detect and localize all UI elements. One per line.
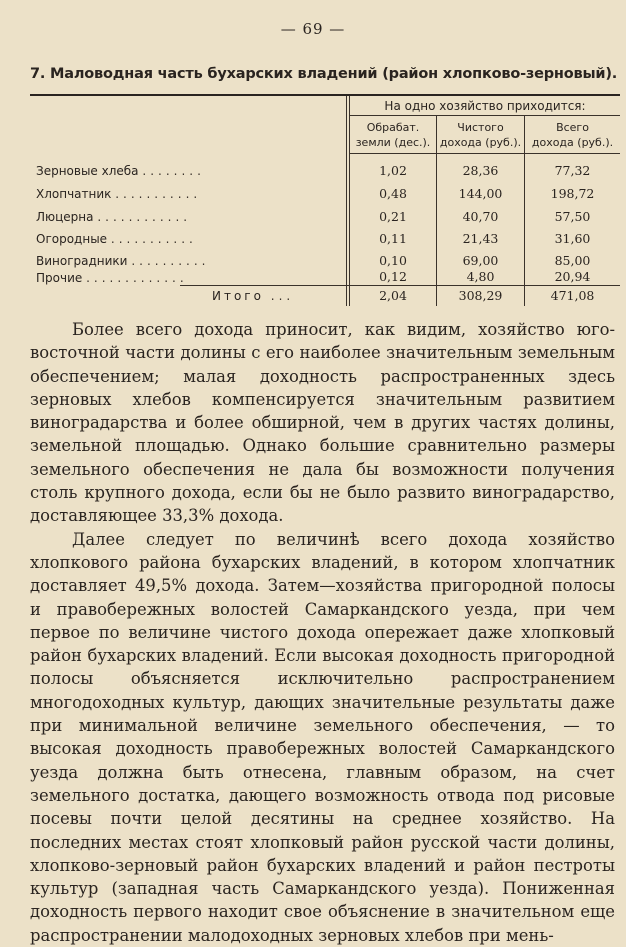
column-header-line: дохода (руб.). — [439, 136, 522, 149]
column-header-line: дохода (руб.). — [531, 136, 614, 149]
column-header-line: земли (дес.). — [355, 136, 431, 149]
row-label-text: Огородные — [36, 232, 108, 246]
cell-net: 144,00 — [458, 186, 503, 201]
cell-total: 31,60 — [554, 231, 591, 246]
cell-net: 4,80 — [466, 269, 495, 284]
row-label — [36, 254, 209, 268]
column-header-total-income — [525, 120, 620, 150]
table-group-header: На одно хозяйство приходится: — [384, 99, 586, 113]
column-header-land — [350, 120, 436, 150]
column-header-line: Всего — [556, 121, 589, 134]
cell-total: 77,32 — [554, 163, 591, 178]
row-label — [36, 210, 191, 224]
page-number: — 69 — — [280, 20, 346, 38]
total-rule — [180, 285, 620, 286]
leader-dots: .......... — [131, 254, 210, 268]
cell-total: 20,94 — [554, 269, 591, 284]
cell-land: 1,02 — [379, 163, 407, 178]
cell-land: 0,12 — [379, 269, 407, 284]
leader-dots: ............ — [97, 210, 192, 224]
cell-land: 0,21 — [379, 209, 407, 224]
column-header-net-income — [437, 120, 524, 150]
cell-land: 0,10 — [379, 253, 407, 268]
cell-net: 28,36 — [462, 163, 499, 178]
paragraph: Более всего дохода приносит, как видим, хозяйство юго-восточной части долины с его наиболее значительным земельным обеспечением; малая доходность распространенных здесь зерновых хлебов компенсируется значительным развитием виноградарства и более обширной, чем в других частях долины, земельной площадью. Однако большие сравнительно размеры земельного обеспечения не дала бы возможности получения столь крупного дохода, если бы не было развито виноградарство, доставляющее 33,3% дохода. — [30, 320, 615, 526]
row-label-text: Хлопчатник — [36, 187, 112, 201]
column-header-line: Обрабат. — [366, 121, 420, 134]
leader-dots: ... — [270, 289, 295, 303]
paragraph: Далее следует по величинѣ всего дохода хозяйство хлопкового района бухарских владений, в котором хлопчатник доставляет 49,5% дохода. Затем—хозяйства пригородной полосы и правобережных волостей Самаркандского уезда, при чем первое по величине чистого дохода опережает даже хлопковый район бухарских владений. Если высокая доходность пригородной полосы объясняется исключительно распространением многодоходных культур, дающих значительные результаты даже при минимальной величине земельного обеспечения, — то высокая доходность правобережных волостей Самаркандского уезда должна быть отнесена, главным образом, на счет земельного достатка, дающего возможность отвода под рисовые посевы почти целой десятины на среднее хозяйство. На последних местах стоят хлопковый район русской части долины, хлопково-зерновый район бухарских владений и район пестроты культур (западная часть Самаркандского уезда). Пониженная доходность первого находит свое объяснение в значительном еще распространении малодоходных зерновых хлебов при мень- — [30, 529, 615, 945]
section-heading: 7. Маловодная часть бухарских владений (район хлопково-зерновый). — [30, 66, 618, 82]
cell-land: 0,11 — [379, 231, 407, 246]
cell-net: 21,43 — [462, 231, 499, 246]
column-header-rule — [349, 153, 620, 154]
cell-total: 198,72 — [550, 186, 595, 201]
leader-dots: ............. — [86, 271, 188, 285]
total-label — [212, 289, 294, 303]
leader-dots: ........... — [110, 232, 197, 246]
row-label-text: Зерновые хлеба — [36, 164, 139, 178]
table-divider-left — [346, 96, 347, 306]
leader-dots: ........ — [142, 164, 205, 178]
total-land: 2,04 — [379, 288, 407, 303]
cell-land: 0,48 — [379, 186, 407, 201]
leader-dots: ........... — [115, 187, 202, 201]
body-text — [30, 318, 615, 947]
row-label-text: Виноградники — [36, 254, 128, 268]
row-label — [36, 164, 205, 178]
cell-net: 40,70 — [462, 209, 499, 224]
row-label — [36, 187, 201, 201]
row-label — [36, 232, 197, 246]
row-label — [36, 271, 188, 285]
row-label-text: Люцерна — [36, 210, 94, 224]
table-top-rule — [30, 94, 620, 96]
column-header-line: Чистого — [457, 121, 504, 134]
group-header-rule — [349, 115, 620, 116]
total-net: 308,29 — [458, 288, 503, 303]
cell-total: 57,50 — [554, 209, 591, 224]
total-total: 471,08 — [550, 288, 595, 303]
row-label-text: Прочие — [36, 271, 83, 285]
cell-total: 85,00 — [554, 253, 591, 268]
cell-net: 69,00 — [462, 253, 499, 268]
total-label-text: Итого — [212, 289, 264, 303]
